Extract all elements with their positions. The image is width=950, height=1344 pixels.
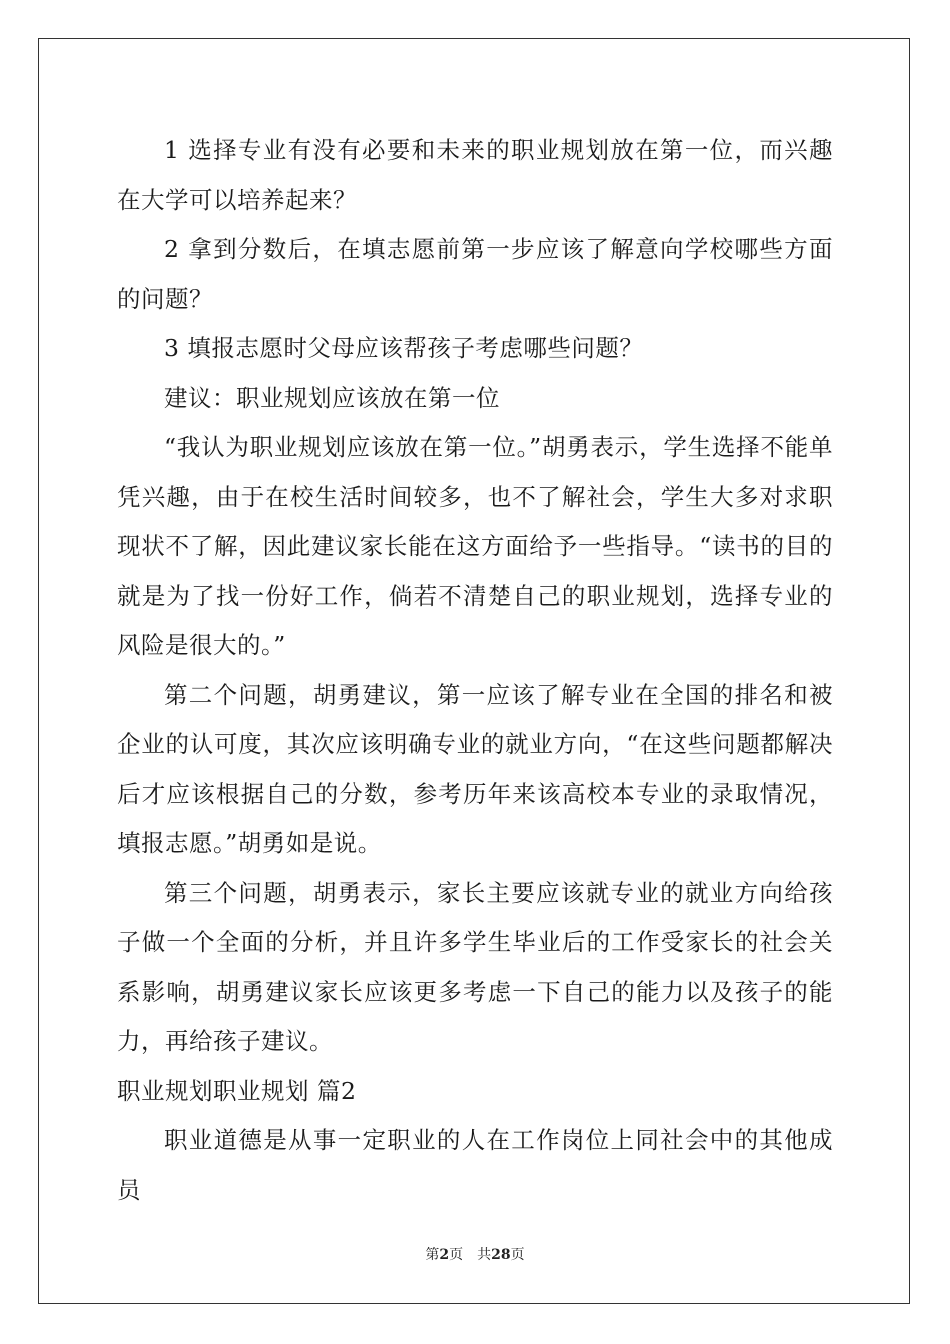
- paragraph-suggestion-title: 建议：职业规划应该放在第一位: [164, 383, 500, 412]
- paragraph-answer-3: 第三个问题，胡勇表示，家长主要应该就专业的就业方向给孩子做一个全面的分析，并且许多学生毕业后的工作受家长的社会关系影响，胡勇建议家长应该更多考虑一下自己的能力以及孩子的能力，再给孩子建议。: [117, 878, 833, 1055]
- paragraph-answer-2: 第二个问题，胡勇建议，第一应该了解专业在全国的排名和被企业的认可度，其次应该明确专业的就业方向，“在这些问题都解决后才应该根据自己的分数，参考历年来该高校本专业的录取情况，填报志愿。”胡勇如是说。: [117, 680, 833, 857]
- current-page-number: 2: [439, 1247, 450, 1263]
- footer-middle: 页 共: [449, 1247, 492, 1263]
- paragraph-question-3: 3 填报志愿时父母应该帮孩子考虑哪些问题？: [164, 334, 644, 362]
- paragraph-section-2-intro: 职业道德是从事一定职业的人在工作岗位上同社会中的其他成员: [117, 1126, 833, 1204]
- paragraph-question-2: 2 拿到分数后，在填志愿前第一步应该了解意向学校哪些方面的问题？: [117, 235, 833, 313]
- total-page-count: 28: [491, 1247, 511, 1263]
- footer-suffix: 页: [510, 1247, 525, 1263]
- paragraph-question-1: 1 选择专业有没有必要和未来的职业规划放在第一位，而兴趣在大学可以培养起来？: [117, 136, 833, 214]
- section-heading: 职业规划职业规划 篇2: [117, 1076, 357, 1105]
- footer-prefix: 第: [425, 1247, 440, 1263]
- page-footer: [0, 1244, 950, 1264]
- paragraph-answer-1: “我认为职业规划应该放在第一位。”胡勇表示，学生选择不能单凭兴趣，由于在校生活时间较多，也不了解社会，学生大多对求职现状不了解，因此建议家长能在这方面给予一些指导。“读书的目的就是为了找一份好工作，倘若不清楚自己的职业规划，选择专业的风险是很大的。”: [117, 433, 833, 659]
- document-body: [117, 126, 833, 1215]
